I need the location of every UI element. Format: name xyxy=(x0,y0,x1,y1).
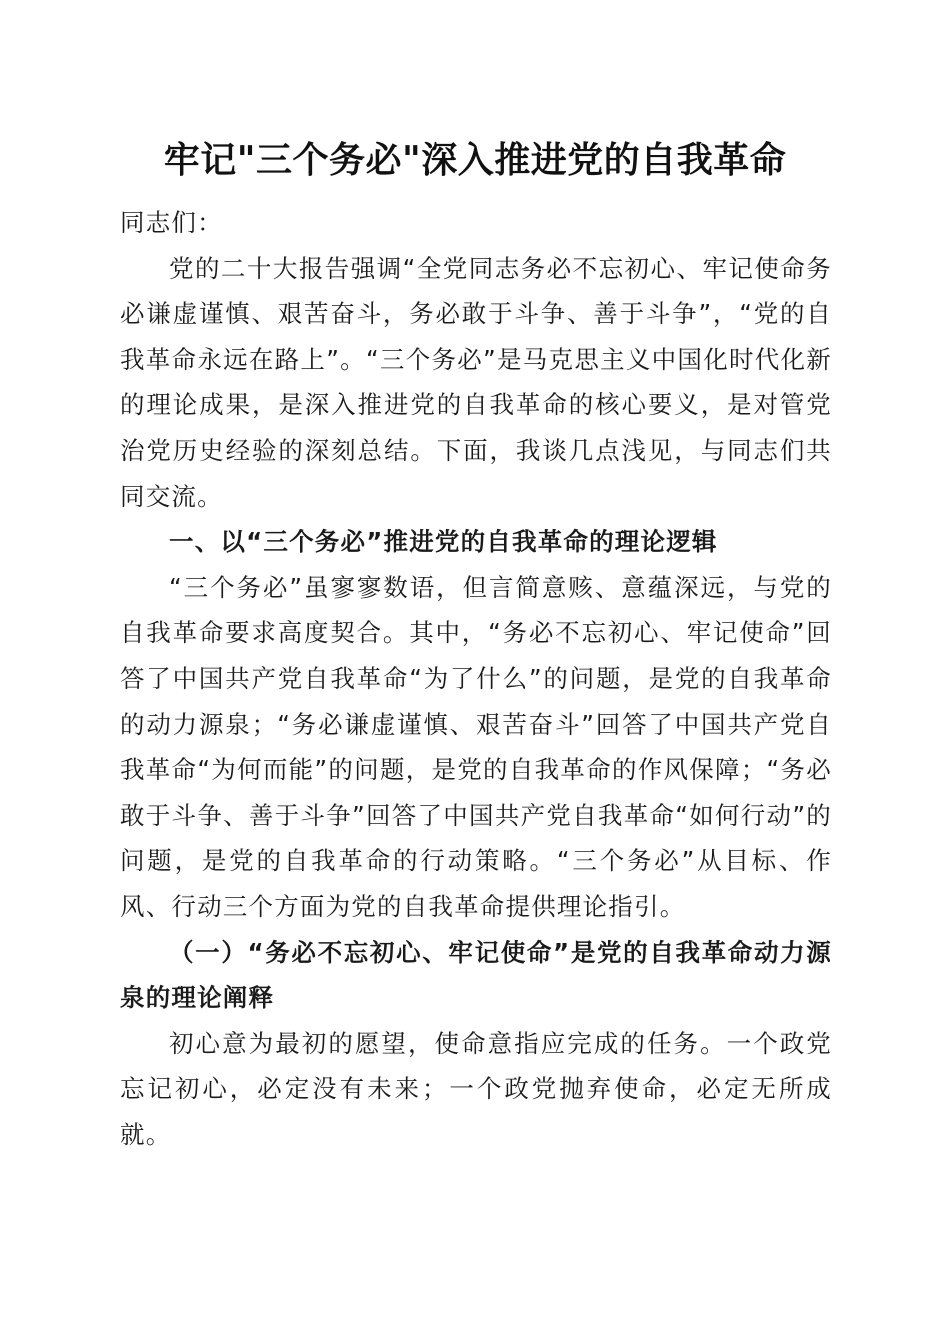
intro-paragraph: 党的二十大报告强调“全党同志务必不忘初心、牢记使命务必谦虚谨慎、艰苦奋斗，务必敢于斗争、善于斗争”，“党的自我革命永远在路上”。“三个务必”是马克思主义中国化时代化新的理论成果，是深入推进党的自我革命的核心要义，是对管党治党历史经验的深刻总结。下面，我谈几点浅见，与同志们共同交流。 xyxy=(120,253,832,511)
document-title: 牢记"三个务必"深入推进党的自我革命 xyxy=(163,139,787,181)
section-1-paragraph: “三个务必”虽寥寥数语，但言简意赅、意蕴深远，与党的自我革命要求高度契合。其中，“务必不忘初心、牢记使命”回答了中国共产党自我革命“为了什么”的问题，是党的自我革命的动力源泉；“务必谦虚谨慎、艰苦奋斗”回答了中国共产党自我革命“为何而能”的问题，是党的自我革命的作风保障；“务必敢于斗争、善于斗争”回答了中国共产党自我革命“如何行动”的问题，是党的自我革命的行动策略。“三个务必”从目标、作风、行动三个方面为党的自我革命提供理论指引。 xyxy=(120,572,832,921)
document-body xyxy=(120,200,832,1157)
subsection-heading-1: （一）“务必不忘初心、牢记使命”是党的自我革命动力源泉的理论阐释 xyxy=(120,937,832,1013)
subsection-1-paragraph: 初心意为最初的愿望，使命意指应完成的任务。一个政党忘记初心，必定没有未来；一个政党抛弃使命，必定无所成就。 xyxy=(120,1028,832,1149)
salutation: 同志们： xyxy=(120,208,223,237)
section-heading-1: 一、以“三个务必”推进党的自我革命的理论逻辑 xyxy=(169,527,718,557)
